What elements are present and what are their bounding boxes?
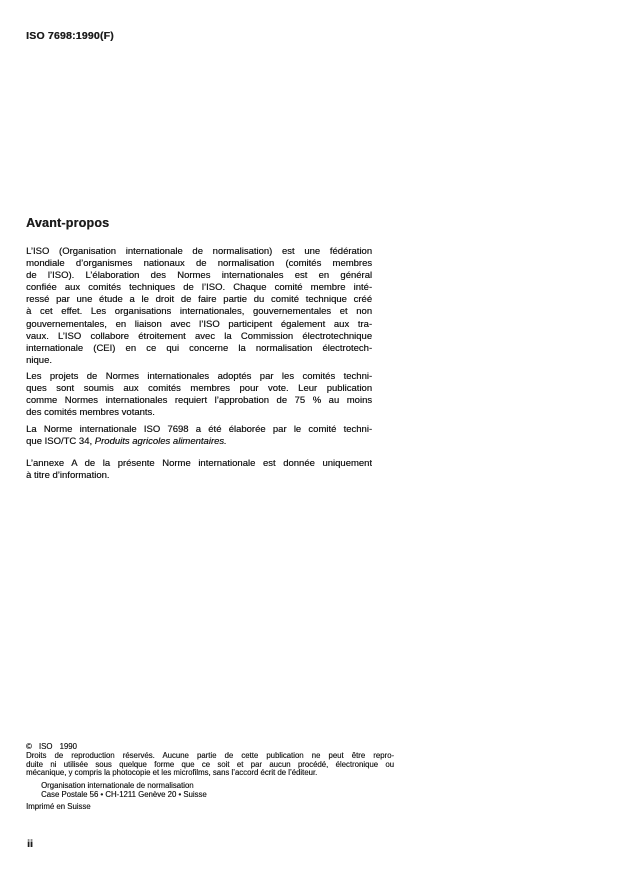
text-line: comme Normes internationales requiert l’approbation de 75 % au moins xyxy=(26,395,372,407)
text-line: Les projets de Normes internationales adoptés par les comités techni- xyxy=(26,370,372,382)
text-line: que ISO/TC 34, Produits agricoles alimentaires. xyxy=(26,436,227,448)
text-line: La Norme internationale ISO 7698 a été élaborée par le comité techni- xyxy=(26,424,372,436)
foreword-body xyxy=(26,246,372,482)
rights-statement xyxy=(26,752,394,778)
text-line: Droits de reproduction réservés. Aucune partie de cette publication ne peut être repro- xyxy=(26,752,394,760)
paragraph-annex-note xyxy=(26,458,372,482)
text-line: L’annexe A de la présente Norme internationale est donnée uniquement xyxy=(26,457,372,469)
text-line: de l’ISO). L’élaboration des Normes internationales est en général xyxy=(26,270,372,282)
text-line: ques sont soumis aux comités membres pour vote. Leur publication xyxy=(26,383,372,395)
paragraph-technical-committee xyxy=(26,424,372,448)
paragraph-iso-description xyxy=(26,246,372,367)
text-line: à cet effet. Les organisations internationales, gouvernementales et non xyxy=(26,306,372,318)
paragraph-draft-standards xyxy=(26,371,372,419)
text-line: Case Postale 56 • CH-1211 Genève 20 • Suisse xyxy=(41,789,207,799)
text-line: à titre d’information. xyxy=(26,469,110,481)
page-number: ii xyxy=(27,838,33,850)
text-line: mécanique, y compris la photocopie et les microfilms, sans l’accord écrit de l’éditeur. xyxy=(26,769,318,778)
text-line: internationale (CEI) en ce qui concerne la normalisation électrotech- xyxy=(26,342,372,354)
section-title: Avant-propos xyxy=(26,216,110,230)
text-line: des comités membres votants. xyxy=(26,407,155,419)
copyright-footer xyxy=(26,742,394,811)
text-line: vaux. L’ISO collabore étroitement avec la Commission électrotechnique xyxy=(26,330,372,342)
text-line: confiée aux comités techniques de l’ISO. Chaque comité membre inté- xyxy=(26,282,372,294)
text-line: Organisation internationale de normalisation xyxy=(41,780,194,790)
text-line: ressé par une étude a le droit de faire partie du comité technique créé xyxy=(26,294,372,306)
text-line: mondiale d’organismes nationaux de normalisation (comités membres xyxy=(26,258,372,270)
text-line: nique. xyxy=(26,354,52,366)
document-reference: ISO 7698:1990(F) xyxy=(26,30,114,42)
text-line: gouvernementales, en liaison avec l’ISO participent également aux tra- xyxy=(26,318,372,330)
copyright-notice: © ISO 1990 xyxy=(26,742,77,751)
text-line: duite ni utilisée sous quelque forme que ce soit et par aucun procédé, électronique ou xyxy=(26,760,394,769)
text-line: L’ISO (Organisation internationale de normalisation) est une fédération xyxy=(26,246,372,257)
printed-in-notice: Imprimé en Suisse xyxy=(26,801,91,811)
publisher-address xyxy=(41,781,394,799)
